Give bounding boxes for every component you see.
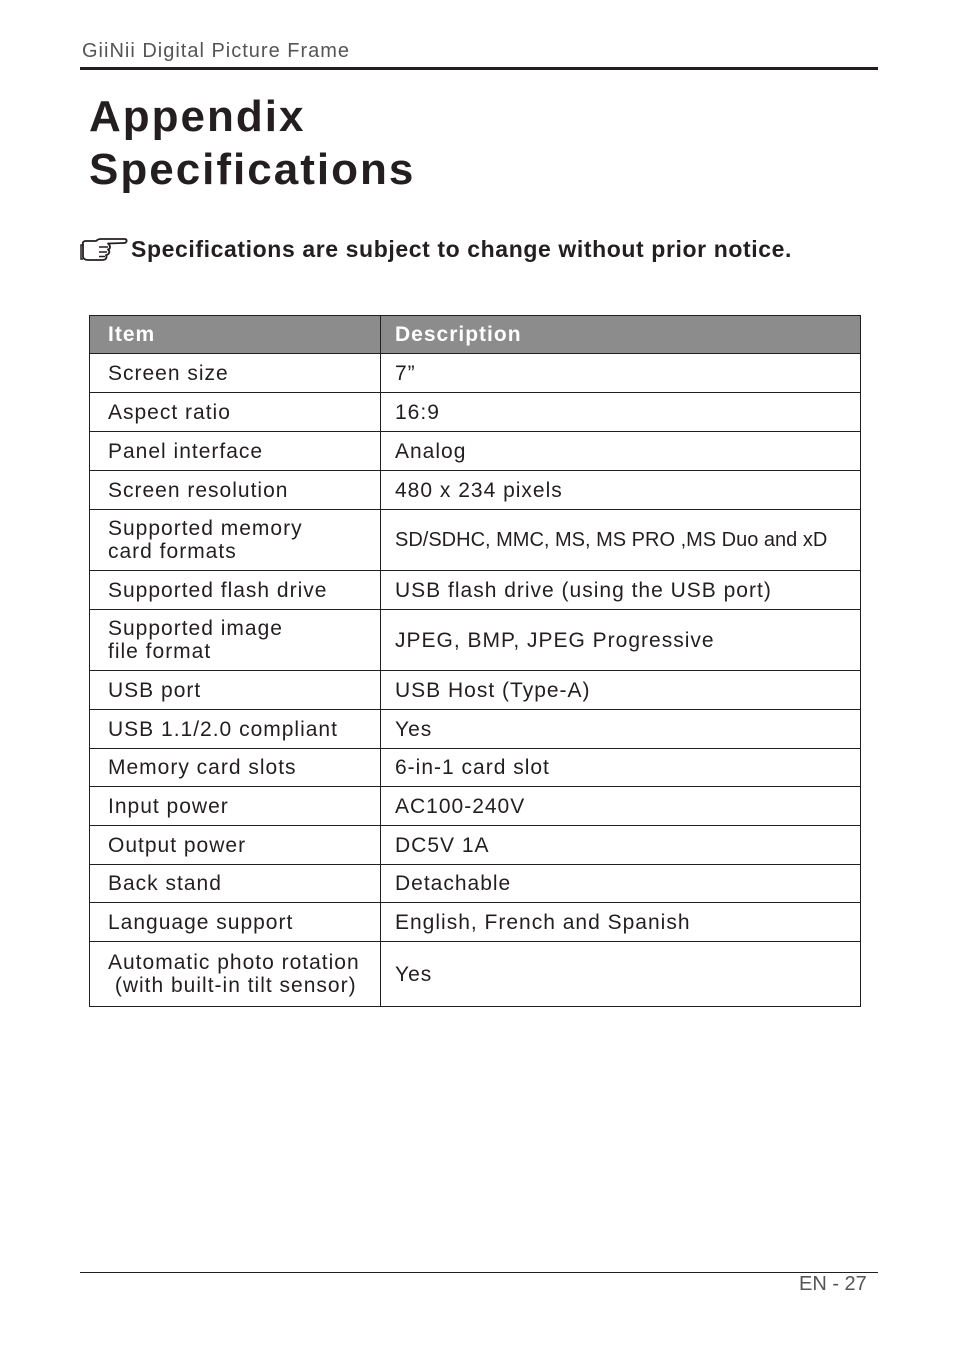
table-row	[90, 942, 861, 1007]
column-header-item: Item	[90, 316, 381, 354]
spec-item-label: Screen resolution	[108, 478, 289, 502]
spec-item-cell	[90, 393, 381, 432]
spec-item-label: Supported flash drive	[108, 578, 328, 602]
spec-item-cell	[90, 903, 381, 942]
spec-description-cell: 6-in-1 card slot	[381, 749, 861, 787]
spec-item-cell	[90, 865, 381, 903]
title-line-specifications: Specifications	[89, 145, 416, 194]
spec-item-label: (with built-in tilt sensor)	[108, 974, 357, 997]
spec-item-cell	[90, 671, 381, 710]
spec-description-cell: 7”	[381, 354, 861, 393]
spec-item-label: file format	[108, 640, 212, 663]
spec-item-label: Panel interface	[108, 439, 264, 463]
running-head: GiiNii Digital Picture Frame	[82, 40, 351, 62]
spec-item-label: Screen size	[108, 361, 229, 385]
spec-description-cell: USB flash drive (using the USB port)	[381, 571, 861, 610]
spec-item-cell	[90, 610, 381, 671]
table-row	[90, 903, 861, 942]
footer-rule	[80, 1272, 878, 1273]
spec-description-cell: SD/SDHC, MMC, MS, MS PRO ,MS Duo and xD	[381, 510, 861, 571]
spec-item-cell	[90, 749, 381, 787]
spec-item-label: Output power	[108, 833, 247, 857]
spec-item-label: Memory card slots	[108, 756, 297, 779]
spec-item-label: card formats	[108, 540, 237, 563]
table-row	[90, 787, 861, 826]
spec-description-cell: 16:9	[381, 393, 861, 432]
title-line-appendix: Appendix	[89, 92, 306, 141]
spec-description-cell: English, French and Spanish	[381, 903, 861, 942]
header-rule	[80, 67, 878, 70]
spec-item-cell	[90, 826, 381, 865]
table-row	[90, 571, 861, 610]
spec-description-cell: Detachable	[381, 865, 861, 903]
spec-item-cell	[90, 354, 381, 393]
spec-item-cell	[90, 942, 381, 1007]
table-row	[90, 432, 861, 471]
specifications-table	[89, 315, 861, 1007]
spec-item-label: Back stand	[108, 872, 222, 895]
table-row	[90, 510, 861, 571]
page-number: EN - 27	[799, 1273, 867, 1295]
table-header-row	[90, 316, 861, 354]
page-title	[89, 90, 415, 196]
table-row	[90, 471, 861, 510]
table-row	[90, 826, 861, 865]
spec-description-cell: Yes	[381, 710, 861, 749]
table-row	[90, 865, 861, 903]
spec-description-cell: JPEG, BMP, JPEG Progressive	[381, 610, 861, 671]
spec-description-cell: USB Host (Type-A)	[381, 671, 861, 710]
table-row	[90, 671, 861, 710]
spec-item-cell	[90, 471, 381, 510]
spec-item-cell	[90, 510, 381, 571]
spec-item-cell	[90, 432, 381, 471]
spec-item-label: USB port	[108, 678, 202, 702]
table-row	[90, 393, 861, 432]
pointing-hand-icon	[80, 234, 128, 264]
spec-description-cell: DC5V 1A	[381, 826, 861, 865]
notice	[80, 234, 792, 264]
spec-description-cell: AC100-240V	[381, 787, 861, 826]
table-row	[90, 354, 861, 393]
notice-text: Specifications are subject to change without prior notice.	[131, 235, 793, 262]
spec-description-cell: Yes	[381, 942, 861, 1007]
spec-description-cell: Analog	[381, 432, 861, 471]
spec-item-cell	[90, 571, 381, 610]
table-row	[90, 610, 861, 671]
column-header-description: Description	[381, 316, 861, 354]
spec-item-label: Input power	[108, 794, 229, 818]
spec-item-label: USB 1.1/2.0 compliant	[108, 717, 338, 741]
table-row	[90, 710, 861, 749]
spec-description-cell: 480 x 234 pixels	[381, 471, 861, 510]
spec-item-label: Aspect ratio	[108, 400, 231, 424]
spec-item-cell	[90, 787, 381, 826]
spec-item-label: Supported image	[108, 617, 283, 640]
spec-item-label: Automatic photo rotation	[108, 951, 360, 974]
table-row	[90, 749, 861, 787]
spec-item-label: Supported memory	[108, 517, 303, 540]
spec-item-label: Language support	[108, 910, 294, 934]
spec-item-cell	[90, 710, 381, 749]
